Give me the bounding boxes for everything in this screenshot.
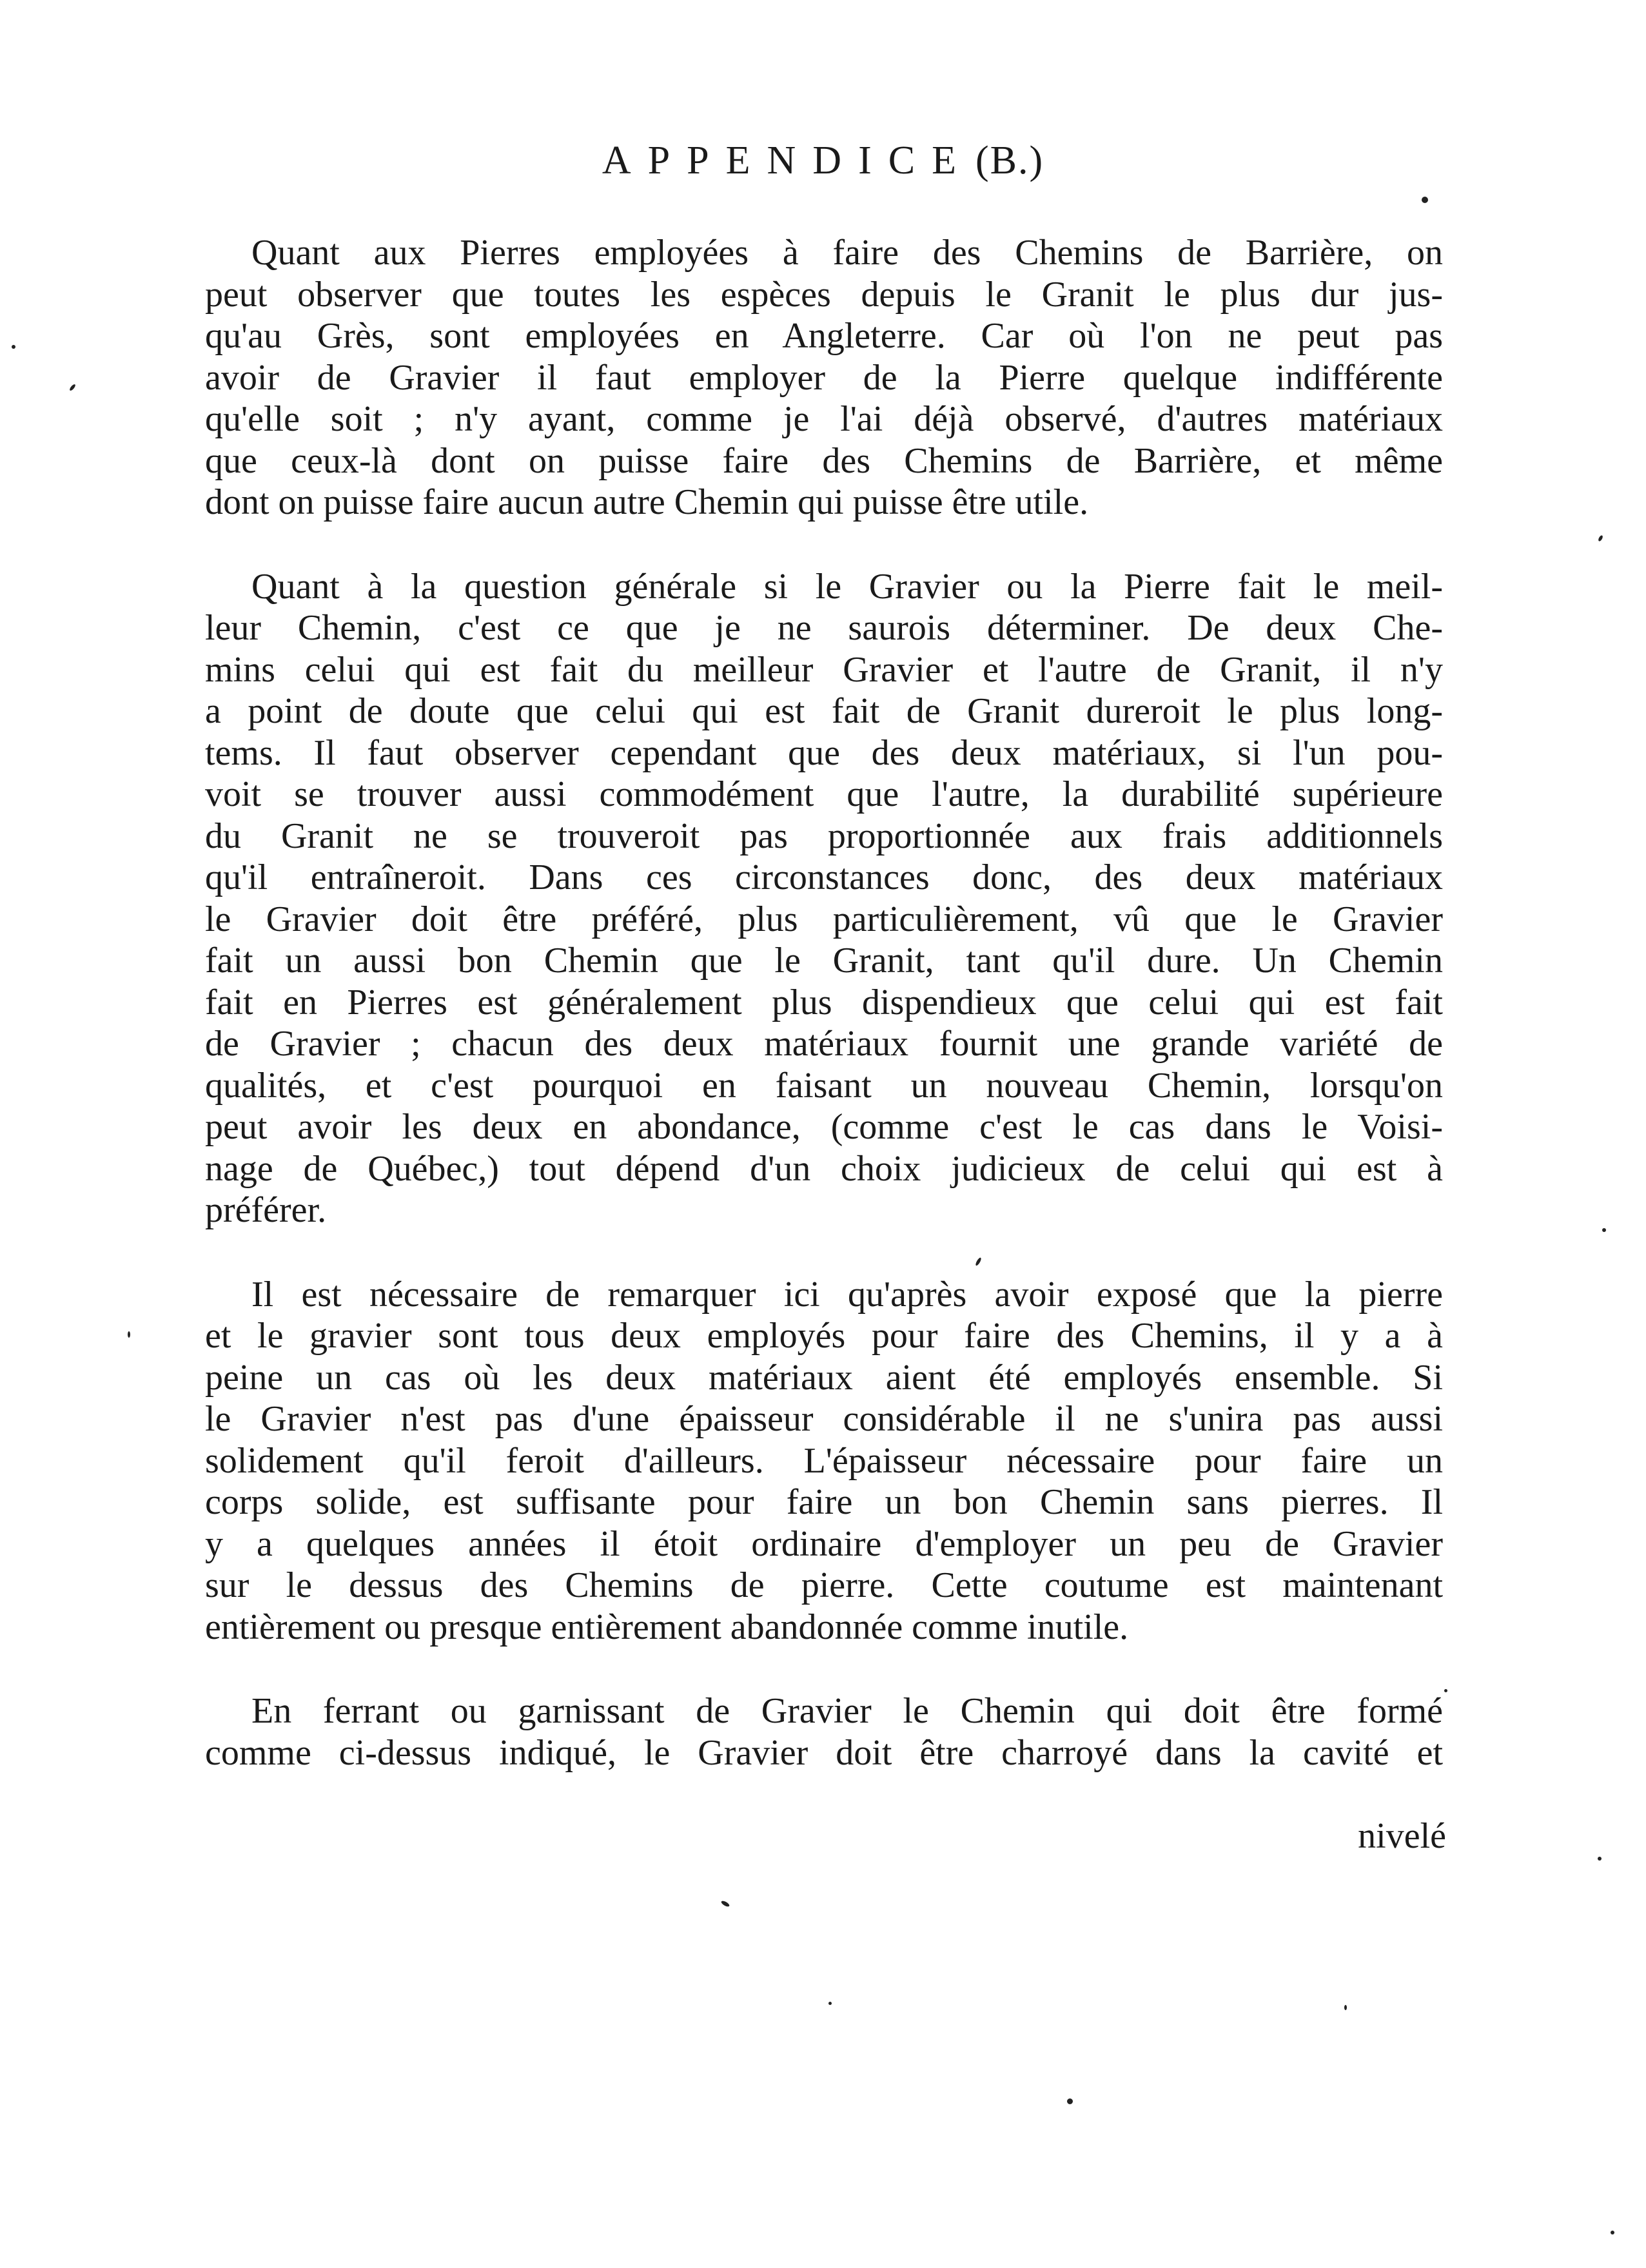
text-line: et le gravier sont tous deux employés pour faire des Chemins, il y a à xyxy=(205,1316,1443,1356)
text-line: le Gravier doit être préféré, plus particulièrement, vû que le Gravier xyxy=(205,899,1443,939)
text-line: préférer. xyxy=(205,1190,327,1230)
scan-speck xyxy=(1344,2005,1347,2010)
text-line: a point de doute que celui qui est fait de Granit dureroit le plus long- xyxy=(205,691,1443,731)
text-line: sur le dessus des Chemins de pierre. Cette coutume est maintenant xyxy=(205,1565,1443,1605)
scan-speck xyxy=(1422,197,1428,203)
text-line: qu'au Grès, sont employées en Angleterre. Car où l'on ne peut pas xyxy=(205,316,1443,356)
text-line: fait un aussi bon Chemin que le Granit, tant qu'il dure. Un Chemin xyxy=(205,941,1443,981)
paragraph-gap xyxy=(205,1231,1443,1274)
page-title-appendix-letter: (B.) xyxy=(975,139,1044,182)
paragraph-3 xyxy=(205,1274,1443,1648)
scan-speck xyxy=(720,1900,730,1908)
body-text xyxy=(205,232,1443,1774)
text-line: Il est nécessaire de remarquer ici qu'après avoir exposé que la pierre xyxy=(251,1274,1443,1315)
text-line: peut observer que toutes les espèces depuis le Granit le plus dur jus- xyxy=(205,274,1443,315)
paragraph-gap xyxy=(205,1648,1443,1690)
catchword: nivelé xyxy=(1358,1816,1446,1856)
scan-speck xyxy=(128,1331,130,1338)
scan-speck xyxy=(12,345,15,349)
text-line: leur Chemin, c'est ce que je ne saurois déterminer. De deux Che- xyxy=(205,608,1443,648)
scan-speck xyxy=(1067,2098,1073,2104)
text-line: qualités, et c'est pourquoi en faisant un nouveau Chemin, lorsqu'on xyxy=(205,1065,1443,1106)
text-line: corps solide, est suffisante pour faire un bon Chemin sans pierres. Il xyxy=(205,1482,1443,1522)
page-title xyxy=(0,141,1646,181)
scan-speck xyxy=(828,2002,832,2005)
page-title-text: APPENDICE xyxy=(602,139,973,182)
text-line: de Gravier ; chacun des deux matériaux fournit une grande variété de xyxy=(205,1024,1443,1064)
scan-speck xyxy=(1444,1689,1447,1692)
text-line: nage de Québec,) tout dépend d'un choix judicieux de celui qui est à xyxy=(205,1148,1443,1189)
text-line: En ferrant ou garnissant de Gravier le Chemin qui doit être formé xyxy=(251,1691,1443,1731)
text-line: le Gravier n'est pas d'une épaisseur considérable il ne s'unira pas aussi xyxy=(205,1399,1443,1439)
text-line: solidement qu'il feroit d'ailleurs. L'épaisseur nécessaire pour faire un xyxy=(205,1440,1443,1481)
text-line: voit se trouver aussi commodément que l'autre, la durabilité supérieure xyxy=(205,774,1443,814)
paragraph-gap xyxy=(205,523,1443,566)
text-line: peine un cas où les deux matériaux aient été employés ensemble. Si xyxy=(205,1357,1443,1398)
text-line: Quant à la question générale si le Gravier ou la Pierre fait le meil- xyxy=(251,566,1443,607)
text-line: qu'elle soit ; n'y ayant, comme je l'ai déjà observé, d'autres matériaux xyxy=(205,399,1443,439)
text-line: fait en Pierres est généralement plus dispendieux que celui qui est fait xyxy=(205,982,1443,1022)
scan-speck xyxy=(1598,534,1603,542)
text-line: Quant aux Pierres employées à faire des Chemins de Barrière, on xyxy=(251,233,1443,273)
text-line: comme ci-dessus indiqué, le Gravier doit être charroyé dans la cavité et xyxy=(205,1732,1443,1773)
scan-speck xyxy=(1602,1228,1606,1232)
text-line: qu'il entraîneroit. Dans ces circonstances donc, des deux matériaux xyxy=(205,857,1443,897)
text-line: avoir de Gravier il faut employer de la Pierre quelque indifférente xyxy=(205,357,1443,398)
text-line: que ceux-là dont on puisse faire des Chemins de Barrière, et même xyxy=(205,440,1443,481)
text-line: peut avoir les deux en abondance, (comme c'est le cas dans le Voisi- xyxy=(205,1107,1443,1147)
text-line: y a quelques années il étoit ordinaire d'employer un peu de Gravier xyxy=(205,1523,1443,1564)
scan-speck xyxy=(1611,2231,1614,2234)
scan-speck xyxy=(1598,1857,1602,1861)
text-line: mins celui qui est fait du meilleur Gravier et l'autre de Granit, il n'y xyxy=(205,649,1443,690)
text-line: tems. Il faut observer cependant que des deux matériaux, si l'un pou- xyxy=(205,732,1443,773)
text-line: entièrement ou presque entièrement abandonnée comme inutile. xyxy=(205,1607,1129,1647)
paragraph-2 xyxy=(205,566,1443,1231)
paragraph-1 xyxy=(205,232,1443,523)
text-line: dont on puisse faire aucun autre Chemin qui puisse être utile. xyxy=(205,482,1089,522)
paragraph-4 xyxy=(205,1690,1443,1774)
text-line: du Granit ne se trouveroit pas proportionnée aux frais additionnels xyxy=(205,816,1443,856)
scan-speck xyxy=(69,384,77,391)
